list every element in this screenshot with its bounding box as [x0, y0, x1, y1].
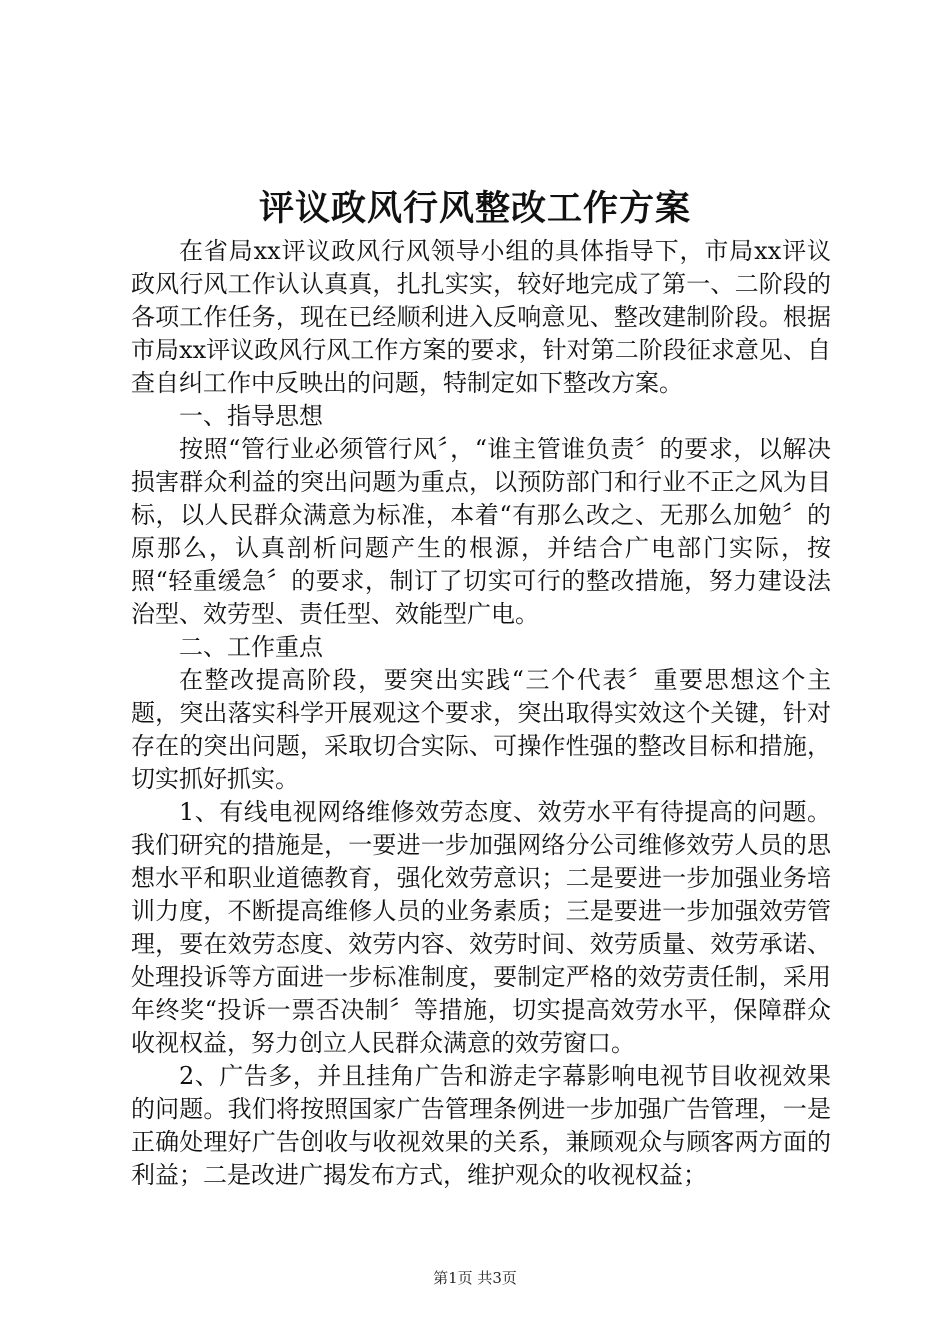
- page-number-footer: 第1页 共3页: [433, 1269, 517, 1287]
- guiding-thought-paragraph: 按照“管行业必须管行风〞，“谁主管谁负责〞的要求，以解决损害群众利益的突出问题为重点，以预防部门和行业不正之风为目标，以人民群众满意为标准，本着“有那么改之、无那么加勉〞的原那么，认真剖析问题产生的根源，并结合广电部门实际，按照“轻重缓急〞的要求，制订了切实可行的整改措施，努力建设法治型、效劳型、责任型、效能型广电。: [131, 435, 831, 628]
- section-heading-guiding-thought: 一、指导思想: [179, 402, 323, 430]
- document-body: [131, 235, 831, 1192]
- item-2-paragraph: 2、广告多，并且挂角广告和游走字幕影响电视节目收视效果的问题。我们将按照国家广告管理条例进一步加强广告管理，一是正确处理好广告创收与收视效果的关系，兼顾观众与顾客两方面的利益；二是改进广揭发布方式，维护观众的收视权益；: [131, 1062, 831, 1189]
- intro-paragraph: 在省局xx评议政风行风领导小组的具体指导下，市局xx评议政风行风工作认认真真，扎扎实实，较好地完成了第一、二阶段的各项工作任务，现在已经顺利进入反响意见、整改建制阶段。根据市局xx评议政风行风工作方案的要求，针对第二阶段征求意见、自查自纠工作中反映出的问题，特制定如下整改方案。: [131, 237, 831, 397]
- document-title: 评议政风行风整改工作方案: [258, 188, 691, 229]
- section-heading-work-focus: 二、工作重点: [179, 633, 323, 661]
- work-focus-paragraph: 在整改提高阶段，要突出实践“三个代表〞重要思想这个主题，突出落实科学开展观这个要求，突出取得实效这个关键，针对存在的突出问题，采取切合实际、可操作性强的整改目标和措施，切实抓好抓实。: [131, 666, 831, 793]
- item-1-paragraph: 1、有线电视网络维修效劳态度、效劳水平有待提高的问题。我们研究的措施是，一要进一步加强网络分公司维修效劳人员的思想水平和职业道德教育，强化效劳意识；二是要进一步加强业务培训力度，不断提高维修人员的业务素质；三是要进一步加强效劳管理，要在效劳态度、效劳内容、效劳时间、效劳质量、效劳承诺、处理投诉等方面进一步标准制度，要制定严格的效劳责任制，采用年终奖“投诉一票否决制〞等措施，切实提高效劳水平，保障群众收视权益，努力创立人民群众满意的效劳窗口。: [131, 798, 831, 1057]
